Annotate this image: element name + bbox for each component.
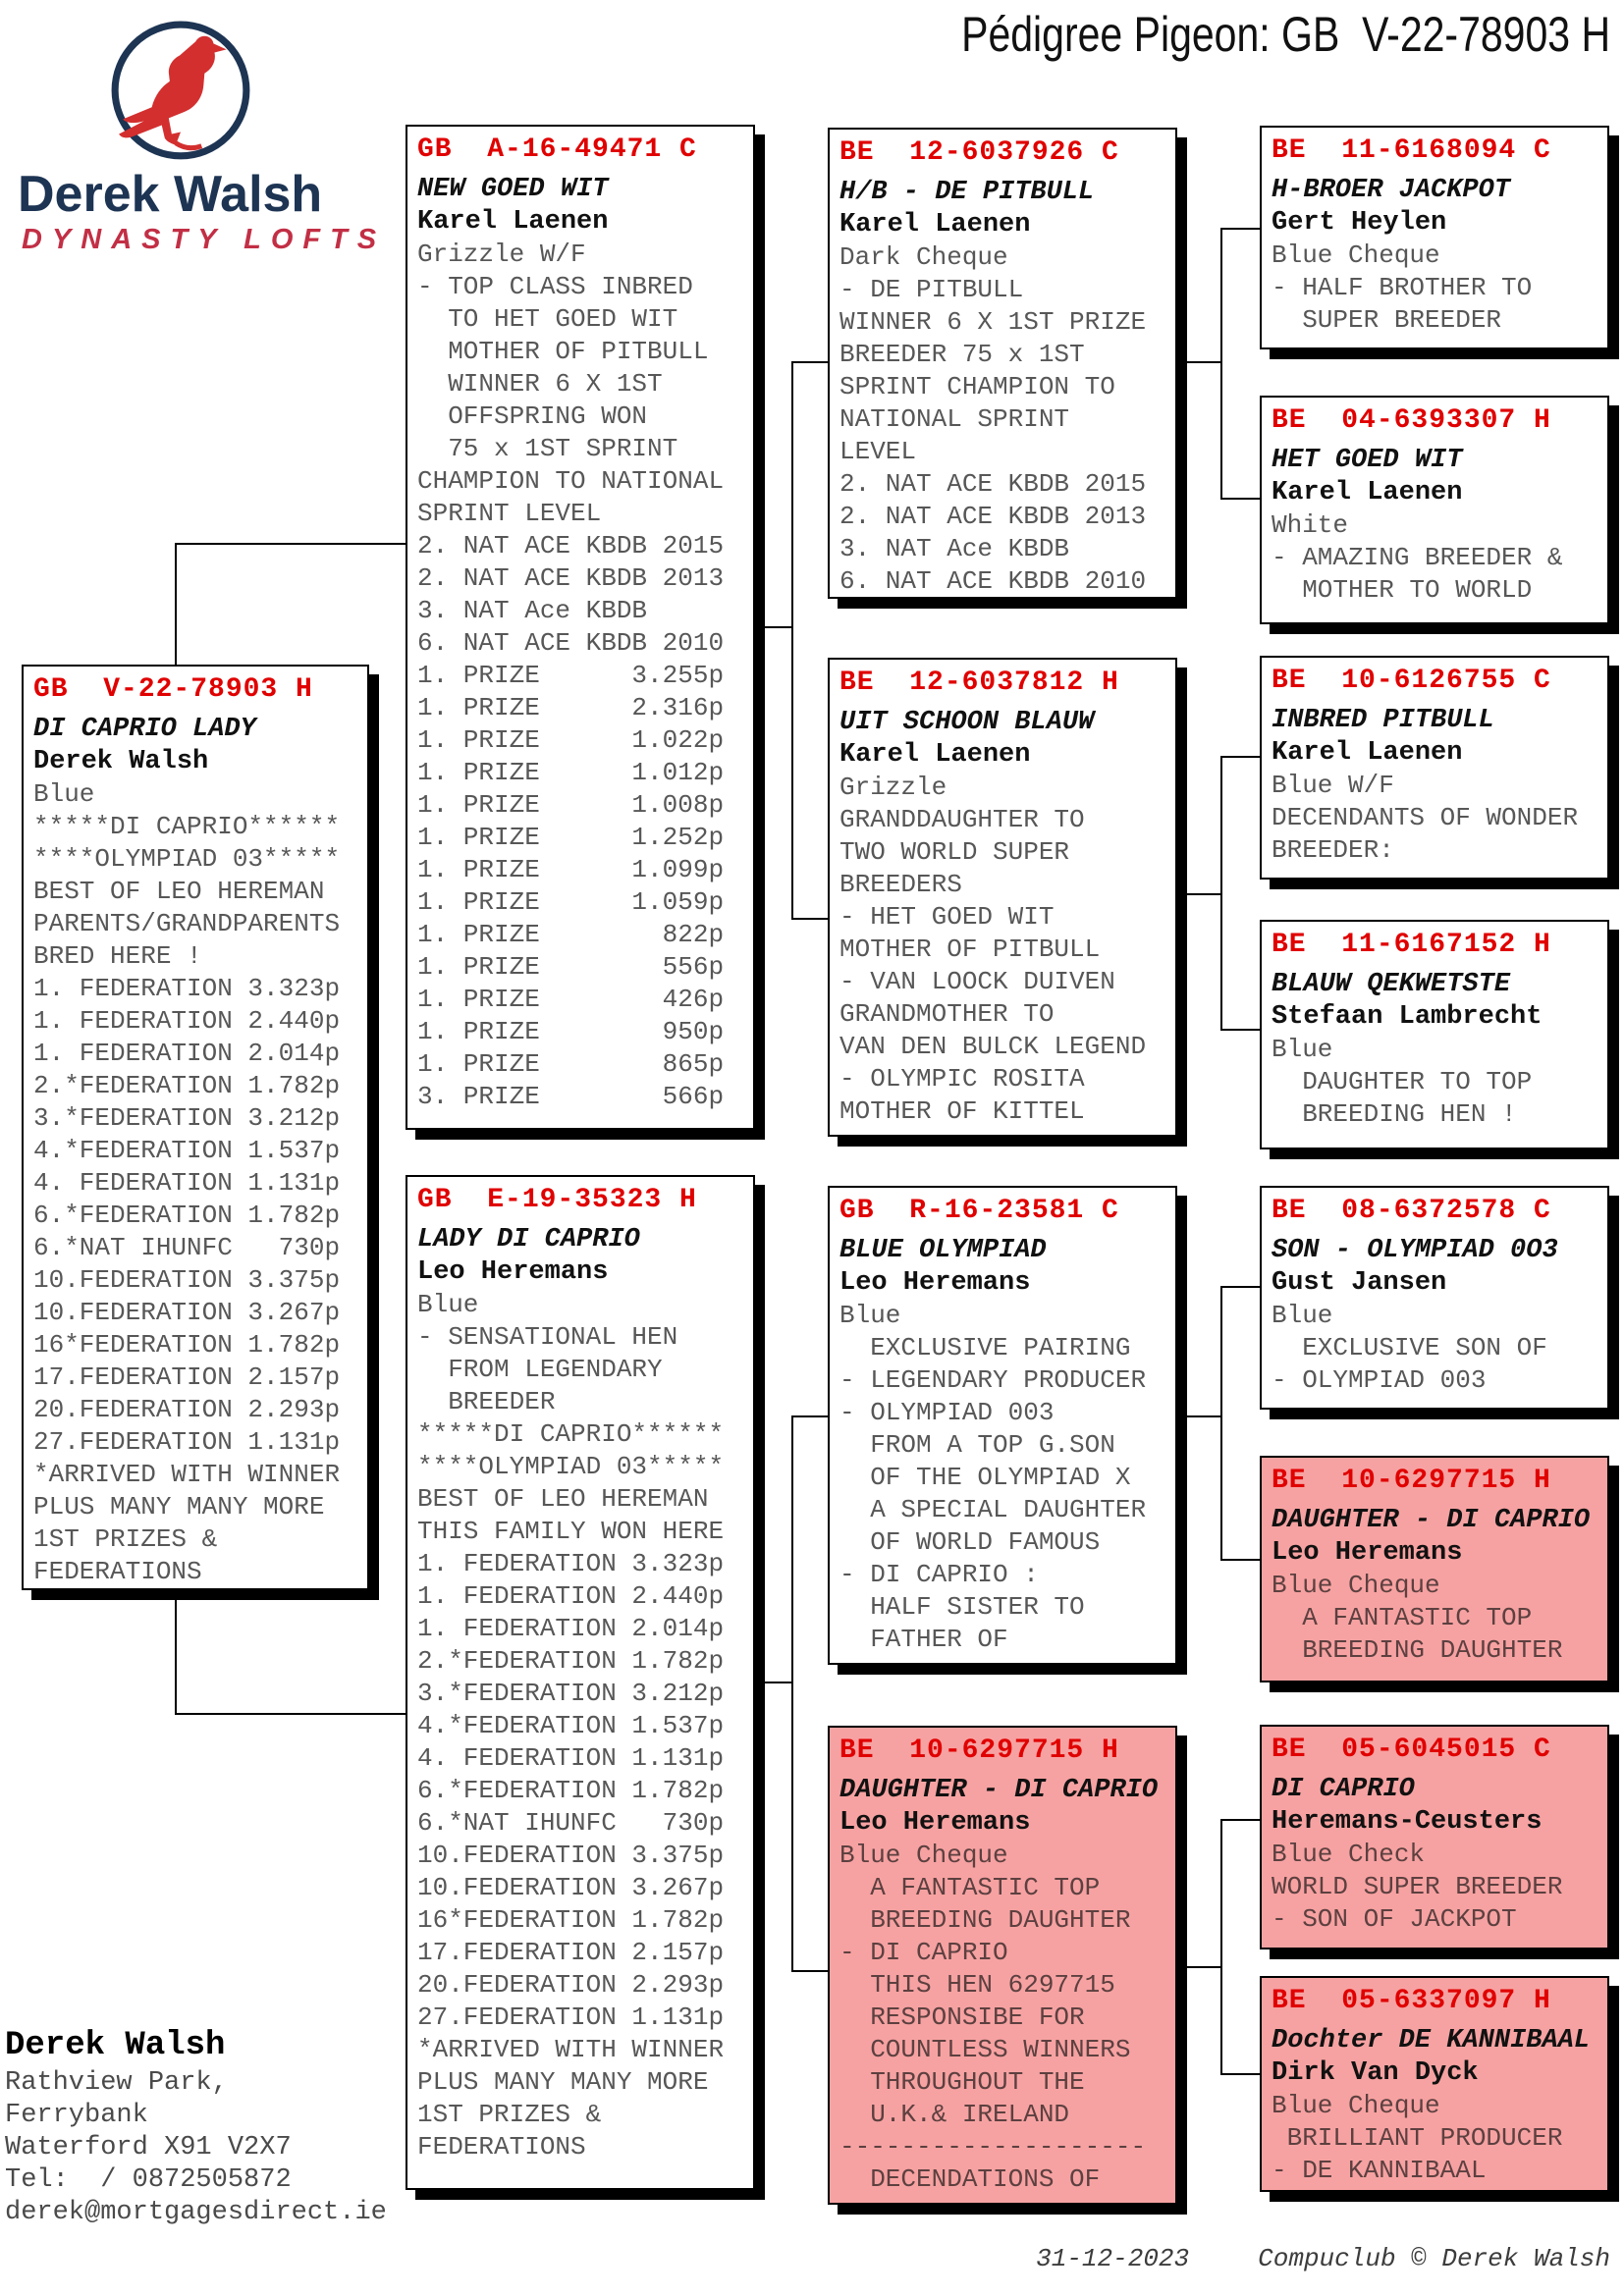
pedigree-note-line: Blue Check <box>1272 1840 1426 1869</box>
pedigree-note-line: 2. NAT ACE KBDB 2013 <box>417 563 725 593</box>
pedigree-note-line: BRILLIANT PRODUCER <box>1272 2123 1563 2153</box>
connector-line <box>1220 1819 1262 1821</box>
ring-number: BE 04-6393307 H <box>1272 405 1551 436</box>
breeder-name: Leo Heremans <box>839 1808 1031 1838</box>
pedigree-note-line: PLUS MANY MANY MORE <box>417 2067 709 2097</box>
pedigree-note-line: 10.FEDERATION 3.267p <box>417 1873 725 1902</box>
notes <box>1272 2090 1599 2187</box>
pedigree-note-line: MOTHER OF PITBULL <box>839 934 1101 964</box>
pedigree-note-line: *ARRIVED WITH WINNER <box>417 2035 725 2064</box>
pigeon-name: BLUE OLYMPIAD <box>839 1236 1047 1265</box>
connector-line <box>1220 1029 1262 1031</box>
pedigree-note-line: 75 x 1ST SPRINT <box>417 434 678 463</box>
pedigree-note-line: Blue Cheque <box>1272 1571 1440 1600</box>
pedigree-note-line: THIS HEN 6297715 <box>839 1970 1115 2000</box>
pedigree-box-dam <box>406 1175 755 2190</box>
breeder-name: Leo Heremans <box>1272 1538 1463 1568</box>
contact-line: Rathview Park, <box>5 2068 228 2098</box>
connector-line <box>1177 1966 1222 1968</box>
pedigree-note-line: 1. PRIZE 1.099p <box>417 855 725 884</box>
footer-date: 31-12-2023 <box>1036 2244 1190 2273</box>
contact-name: Derek Walsh <box>5 2027 226 2064</box>
pedigree-box-sire <box>406 125 755 1130</box>
pedigree-note-line: 10.FEDERATION 3.267p <box>33 1298 341 1327</box>
pedigree-box-subject <box>22 665 369 1590</box>
ring-number: BE 12-6037812 H <box>839 667 1119 698</box>
notes <box>1272 1034 1599 1131</box>
connector-line <box>175 1590 177 1715</box>
pedigree-note-line: A FANTASTIC TOP <box>1272 1603 1533 1632</box>
pedigree-note-line: 1. FEDERATION 2.014p <box>33 1039 341 1068</box>
logo-name: Derek Walsh <box>18 166 323 223</box>
pedigree-note-line: Blue W/F <box>1272 771 1394 800</box>
pedigree-note-line: WORLD SUPER BREEDER <box>1272 1872 1563 1901</box>
contact-block <box>5 2024 387 2229</box>
pedigree-note-line: 6.*FEDERATION 1.782p <box>417 1776 725 1805</box>
connector-line <box>1220 756 1262 758</box>
pedigree-note-line: ****OLYMPIAD 03***** <box>417 1452 725 1481</box>
pedigree-note-line: 6. NAT ACE KBDB 2010 <box>839 566 1147 596</box>
connector-line <box>1220 1819 1222 2075</box>
pedigree-note-line: Blue <box>33 779 95 809</box>
pedigree-note-line: BREEDING DAUGHTER <box>839 1905 1131 1935</box>
pigeon-name: BLAUW QEKWETSTE <box>1272 970 1511 999</box>
breeder-name: Leo Heremans <box>839 1268 1031 1298</box>
connector-line <box>1177 361 1222 363</box>
pedigree-note-line: 1. PRIZE 3.255p <box>417 661 725 690</box>
notes <box>33 778 359 1588</box>
pedigree-note-line: 17.FEDERATION 2.157p <box>33 1362 341 1392</box>
pigeon-name: LADY DI CAPRIO <box>417 1225 640 1255</box>
pedigree-note-line: -------------------- <box>839 2132 1147 2162</box>
pedigree-note-line: 4. FEDERATION 1.131p <box>417 1743 725 1773</box>
pigeon-name: SON - OLYMPIAD 0O3 <box>1272 1236 1558 1265</box>
pedigree-box-greatgrandparent-3 <box>1260 656 1609 880</box>
pedigree-note-line: BREEDER: <box>1272 835 1394 865</box>
pedigree-note-line: - AMAZING BREEDER & <box>1272 543 1563 572</box>
pedigree-note-line: NATIONAL SPRINT <box>839 404 1070 434</box>
pigeon-name: HET GOED WIT <box>1272 446 1463 475</box>
breeder-name: Gert Heylen <box>1272 208 1447 238</box>
ring-number: GB A-16-49471 C <box>417 134 697 165</box>
pedigree-box-greatgrandparent-2 <box>1260 396 1609 624</box>
ring-number: GB V-22-78903 H <box>33 674 313 705</box>
pedigree-note-line: - DE PITBULL <box>839 275 1024 304</box>
connector-line <box>175 543 177 667</box>
pedigree-note-line: 1ST PRIZES & <box>33 1524 218 1554</box>
pedigree-note-line: 6.*NAT IHUNFC 730p <box>33 1233 341 1262</box>
ring-number: BE 05-6045015 C <box>1272 1735 1551 1765</box>
pedigree-note-line: 2. NAT ACE KBDB 2015 <box>839 469 1147 499</box>
pigeon-name: Dochter DE KANNIBAAL <box>1272 2026 1591 2056</box>
pedigree-note-line: WINNER 6 X 1ST PRIZE <box>839 307 1147 337</box>
contact-line: Ferrybank <box>5 2101 148 2130</box>
pigeon-name: INBRED PITBULL <box>1272 706 1494 735</box>
pedigree-note-line: 17.FEDERATION 2.157p <box>417 1938 725 1967</box>
pedigree-note-line: 1. PRIZE 1.008p <box>417 790 725 820</box>
pigeon-name: H-BROER JACKPOT <box>1272 176 1511 205</box>
pedigree-note-line: 1. PRIZE 1.012p <box>417 758 725 787</box>
footer-credit: Compuclub © Derek Walsh <box>1258 2244 1610 2273</box>
connector-line <box>1177 1415 1222 1417</box>
connector-line <box>791 361 793 920</box>
pedigree-box-greatgrandparent-1 <box>1260 126 1609 349</box>
notes <box>839 1300 1167 1656</box>
pedigree-note-line: OFFSPRING WON <box>417 401 648 431</box>
pigeon-name: UIT SCHOON BLAUW <box>839 708 1095 737</box>
breeder-name: Karel Laenen <box>839 740 1031 770</box>
breeder-name: Derek Walsh <box>33 747 209 776</box>
pedigree-note-line: FEDERATIONS <box>33 1557 202 1586</box>
pedigree-note-line: BREEDING DAUGHTER <box>1272 1635 1563 1665</box>
notes <box>1272 1570 1599 1667</box>
pedigree-note-line: 2. NAT ACE KBDB 2015 <box>417 531 725 561</box>
contact-line: Tel: / 0872505872 <box>5 2165 292 2195</box>
pedigree-note-line: 3. NAT Ace KBDB <box>839 534 1070 563</box>
pedigree-note-line: DECENDATIONS OF <box>839 2164 1101 2194</box>
connector-line <box>791 918 830 920</box>
pedigree-note-line: PARENTS/GRANDPARENTS <box>33 909 341 938</box>
connector-line <box>791 1415 830 1417</box>
breeder-name: Karel Laenen <box>839 210 1031 240</box>
connector-line <box>175 1713 407 1715</box>
ring-number: BE 12-6037926 C <box>839 137 1119 168</box>
pedigree-note-line: 1. PRIZE 426p <box>417 985 725 1014</box>
pigeon-logo-icon <box>106 18 255 167</box>
pedigree-note-line: Blue Cheque <box>839 1841 1008 1870</box>
pedigree-note-line: - VAN LOOCK DUIVEN <box>839 967 1115 996</box>
pedigree-note-line: LEVEL <box>839 437 917 466</box>
notes <box>1272 1839 1599 1936</box>
pedigree-box-granddam-2 <box>828 1726 1177 2205</box>
pedigree-note-line: - OLYMPIAD 003 <box>1272 1365 1487 1395</box>
pedigree-note-line: - DE KANNIBAAL <box>1272 2156 1487 2185</box>
pedigree-note-line: - DI CAPRIO <box>839 1938 1008 1967</box>
notes <box>1272 770 1599 867</box>
breeder-name: Dirk Van Dyck <box>1272 2058 1479 2088</box>
ring-number: BE 11-6167152 H <box>1272 930 1551 960</box>
breeder-name: Karel Laenen <box>1272 478 1463 507</box>
pedigree-box-greatgrandparent-8 <box>1260 1976 1609 2192</box>
pedigree-note-line: BRED HERE ! <box>33 941 202 971</box>
pedigree-note-line: - DI CAPRIO : <box>839 1560 1039 1589</box>
pedigree-note-line: 1. FEDERATION 2.440p <box>33 1006 341 1036</box>
contact-email: derek@mortgagesdirect.ie <box>5 2198 387 2227</box>
pedigree-note-line: - HALF BROTHER TO <box>1272 273 1533 302</box>
pedigree-note-line: OF THE OLYMPIAD X <box>839 1463 1131 1492</box>
pedigree-note-line: 3. NAT Ace KBDB <box>417 596 648 625</box>
pedigree-note-line: 27.FEDERATION 1.131p <box>33 1427 341 1457</box>
notes <box>839 241 1167 598</box>
pedigree-note-line: CHAMPION TO NATIONAL <box>417 466 725 496</box>
pedigree-note-line: BREEDER 75 x 1ST <box>839 340 1085 369</box>
notes <box>1272 1300 1599 1397</box>
pedigree-note-line: 4.*FEDERATION 1.537p <box>33 1136 341 1165</box>
pedigree-note-line: GRANDMOTHER TO <box>839 999 1055 1029</box>
pedigree-note-line: Blue <box>839 1301 901 1330</box>
pedigree-note-line: 2.*FEDERATION 1.782p <box>33 1071 341 1100</box>
logo-subtitle: DYNASTY LOFTS <box>22 224 387 255</box>
ring-number: BE 10-6297715 H <box>839 1735 1119 1766</box>
pedigree-note-line: BREEDERS <box>839 870 962 899</box>
pedigree-note-line: DECENDANTS OF WONDER <box>1272 803 1579 832</box>
pedigree-note-line: BREEDING HEN ! <box>1272 1099 1517 1129</box>
pedigree-box-greatgrandparent-6 <box>1260 1456 1609 1682</box>
pedigree-box-grandsire-2 <box>828 1186 1177 1665</box>
pedigree-note-line: 1. FEDERATION 3.323p <box>33 974 341 1003</box>
pedigree-note-line: 1. FEDERATION 3.323p <box>417 1549 725 1578</box>
pedigree-note-line: 10.FEDERATION 3.375p <box>33 1265 341 1295</box>
pedigree-note-line: White <box>1272 510 1349 540</box>
pedigree-note-line: TO HET GOED WIT <box>417 304 678 334</box>
pigeon-name: DAUGHTER - DI CAPRIO <box>839 1776 1159 1805</box>
pedigree-note-line: 16*FEDERATION 1.782p <box>33 1330 341 1360</box>
pedigree-note-line: RESPONSIBE FOR <box>839 2002 1085 2032</box>
pedigree-note-line: SPRINT LEVEL <box>417 499 602 528</box>
pedigree-note-line: 20.FEDERATION 2.293p <box>417 1970 725 2000</box>
pedigree-note-line: 6.*FEDERATION 1.782p <box>33 1201 341 1230</box>
pedigree-note-line: Blue <box>1272 1301 1333 1330</box>
pedigree-note-line: 4. FEDERATION 1.131p <box>33 1168 341 1198</box>
connector-line <box>1220 498 1262 500</box>
pedigree-note-line: A FANTASTIC TOP <box>839 1873 1101 1902</box>
ring-number: BE 10-6297715 H <box>1272 1466 1551 1496</box>
pedigree-note-line: 16*FEDERATION 1.782p <box>417 1905 725 1935</box>
pedigree-note-line: VAN DEN BULCK LEGEND <box>839 1032 1147 1061</box>
breeder-name: Leo Heremans <box>417 1257 609 1287</box>
notes <box>417 239 745 1113</box>
connector-line <box>1220 228 1262 230</box>
pedigree-note-line: *****DI CAPRIO****** <box>33 812 341 841</box>
pigeon-name: DAUGHTER - DI CAPRIO <box>1272 1506 1591 1535</box>
breeder-name: Karel Laenen <box>1272 738 1463 768</box>
pedigree-note-line: FROM A TOP G.SON <box>839 1430 1115 1460</box>
pedigree-note-line: 3.*FEDERATION 3.212p <box>33 1103 341 1133</box>
pedigree-note-line: Grizzle <box>839 773 947 802</box>
pedigree-note-line: FATHER OF <box>839 1625 1008 1654</box>
pedigree-note-line: MOTHER OF KITTEL <box>839 1096 1085 1126</box>
pedigree-note-line: COUNTLESS WINNERS <box>839 2035 1131 2064</box>
pedigree-note-line: 1. PRIZE 865p <box>417 1049 725 1079</box>
ring-number: GB E-19-35323 H <box>417 1185 697 1215</box>
pedigree-note-line: PLUS MANY MANY MORE <box>33 1492 325 1522</box>
pedigree-note-line: BREEDER <box>417 1387 556 1416</box>
connector-line <box>175 543 407 545</box>
footer <box>1036 2244 1610 2273</box>
pedigree-note-line: MOTHER TO WORLD <box>1272 575 1533 605</box>
pedigree-note-line: WINNER 6 X 1ST <box>417 369 663 399</box>
pedigree-note-line: 1. PRIZE 1.059p <box>417 887 725 917</box>
connector-line <box>1177 893 1222 895</box>
pedigree-note-line: Blue Cheque <box>1272 240 1440 270</box>
pedigree-note-line: U.K.& IRELAND <box>839 2100 1070 2129</box>
pedigree-note-line: TWO WORLD SUPER <box>839 837 1070 867</box>
pedigree-note-line: *****DI CAPRIO****** <box>417 1419 725 1449</box>
pedigree-note-line: FROM LEGENDARY <box>417 1355 663 1384</box>
pedigree-note-line: 3. PRIZE 566p <box>417 1082 725 1111</box>
connector-line <box>755 626 793 628</box>
pedigree-note-line: 1. PRIZE 1.022p <box>417 725 725 755</box>
breeder-name: Stefaan Lambrecht <box>1272 1002 1543 1032</box>
pedigree-note-line: - HET GOED WIT <box>839 902 1055 932</box>
breeder-name: Heremans-Ceusters <box>1272 1807 1543 1837</box>
pedigree-note-line: - OLYMPIC ROSITA <box>839 1064 1085 1094</box>
pedigree-note-line: A SPECIAL DAUGHTER <box>839 1495 1147 1524</box>
pedigree-note-line: 1. PRIZE 950p <box>417 1017 725 1046</box>
pedigree-note-line: SUPER BREEDER <box>1272 305 1502 335</box>
pedigree-note-line: 4.*FEDERATION 1.537p <box>417 1711 725 1740</box>
ring-number: BE 11-6168094 C <box>1272 135 1551 166</box>
pedigree-note-line: GRANDDAUGHTER TO <box>839 805 1085 834</box>
connector-line <box>1220 2073 1262 2075</box>
pedigree-note-line: - TOP CLASS INBRED <box>417 272 693 301</box>
breeder-name: Gust Jansen <box>1272 1268 1447 1298</box>
connector-line <box>791 361 830 363</box>
pedigree-note-line: EXCLUSIVE SON OF <box>1272 1333 1547 1362</box>
pedigree-note-line: - SENSATIONAL HEN <box>417 1322 678 1352</box>
pigeon-name: DI CAPRIO LADY <box>33 715 256 744</box>
pedigree-note-line: 1. PRIZE 556p <box>417 952 725 982</box>
connector-line <box>791 1415 793 1972</box>
pedigree-note-line: Blue <box>1272 1035 1333 1064</box>
notes <box>839 772 1167 1128</box>
pedigree-note-line: 27.FEDERATION 1.131p <box>417 2002 725 2032</box>
pedigree-note-line: 3.*FEDERATION 3.212p <box>417 1679 725 1708</box>
pigeon-name: NEW GOED WIT <box>417 175 609 204</box>
pigeon-name: H/B - DE PITBULL <box>839 178 1095 207</box>
pedigree-note-line: Dark Cheque <box>839 242 1008 272</box>
connector-line <box>1220 228 1222 500</box>
pedigree-note-line: - SON OF JACKPOT <box>1272 1904 1517 1934</box>
pedigree-box-greatgrandparent-5 <box>1260 1186 1609 1410</box>
pedigree-note-line: 20.FEDERATION 2.293p <box>33 1395 341 1424</box>
pedigree-note-line: - OLYMPIAD 003 <box>839 1398 1055 1427</box>
pedigree-note-line: SPRINT CHAMPION TO <box>839 372 1115 401</box>
pedigree-note-line: 6.*NAT IHUNFC 730p <box>417 1808 725 1838</box>
connector-line <box>1220 1559 1262 1561</box>
connector-line <box>1220 1286 1222 1561</box>
pedigree-note-line: BEST OF LEO HEREMAN <box>417 1484 709 1514</box>
pedigree-note-line: 6. NAT ACE KBDB 2010 <box>417 628 725 658</box>
pedigree-note-line: 2.*FEDERATION 1.782p <box>417 1646 725 1676</box>
pedigree-note-line: OF WORLD FAMOUS <box>839 1527 1101 1557</box>
pedigree-box-greatgrandparent-7 <box>1260 1725 1609 1949</box>
pedigree-box-greatgrandparent-4 <box>1260 920 1609 1149</box>
page-title: Pédigree Pigeon: GB V-22-78903 H <box>961 7 1610 62</box>
pedigree-box-grandsire-1 <box>828 128 1177 599</box>
pedigree-note-line: 10.FEDERATION 3.375p <box>417 1841 725 1870</box>
notes <box>839 1840 1167 2196</box>
pedigree-note-line: *ARRIVED WITH WINNER <box>33 1460 341 1489</box>
pedigree-note-line: BEST OF LEO HEREMAN <box>33 877 325 906</box>
breeder-name: Karel Laenen <box>417 207 609 237</box>
pedigree-note-line: DAUGHTER TO TOP <box>1272 1067 1533 1096</box>
pedigree-note-line: 2. NAT ACE KBDB 2013 <box>839 502 1147 531</box>
ring-number: BE 08-6372578 C <box>1272 1196 1551 1226</box>
connector-line <box>755 1682 793 1683</box>
ring-number: BE 05-6337097 H <box>1272 1986 1551 2016</box>
pedigree-note-line: 1. PRIZE 822p <box>417 920 725 949</box>
notes <box>1272 509 1599 607</box>
pedigree-note-line: Grizzle W/F <box>417 240 586 269</box>
notes <box>1272 240 1599 337</box>
pedigree-note-line: FEDERATIONS <box>417 2132 586 2162</box>
pedigree-note-line: 1. PRIZE 2.316p <box>417 693 725 722</box>
connector-line <box>1220 1286 1262 1288</box>
pedigree-note-line: THROUGHOUT THE <box>839 2067 1085 2097</box>
pedigree-note-line: 1. FEDERATION 2.440p <box>417 1581 725 1611</box>
pedigree-note-line: THIS FAMILY WON HERE <box>417 1517 725 1546</box>
pedigree-note-line: - LEGENDARY PRODUCER <box>839 1365 1147 1395</box>
pedigree-note-line: HALF SISTER TO <box>839 1592 1085 1622</box>
ring-number: BE 10-6126755 C <box>1272 666 1551 696</box>
pedigree-note-line: 1. FEDERATION 2.014p <box>417 1614 725 1643</box>
ring-number: GB R-16-23581 C <box>839 1196 1119 1226</box>
pedigree-note-line: MOTHER OF PITBULL <box>417 337 709 366</box>
pigeon-name: DI CAPRIO <box>1272 1775 1415 1804</box>
pedigree-note-line: ****OLYMPIAD 03***** <box>33 844 341 874</box>
pedigree-note-line: Blue <box>417 1290 479 1319</box>
pedigree-note-line: Blue Cheque <box>1272 2091 1440 2120</box>
notes <box>417 1289 745 2163</box>
pedigree-box-granddam-1 <box>828 658 1177 1137</box>
pedigree-note-line: 1ST PRIZES & <box>417 2100 602 2129</box>
contact-line: Waterford X91 V2X7 <box>5 2133 292 2163</box>
pedigree-note-line: 1. PRIZE 1.252p <box>417 823 725 852</box>
connector-line <box>791 1970 830 1972</box>
pedigree-note-line: EXCLUSIVE PAIRING <box>839 1333 1131 1362</box>
